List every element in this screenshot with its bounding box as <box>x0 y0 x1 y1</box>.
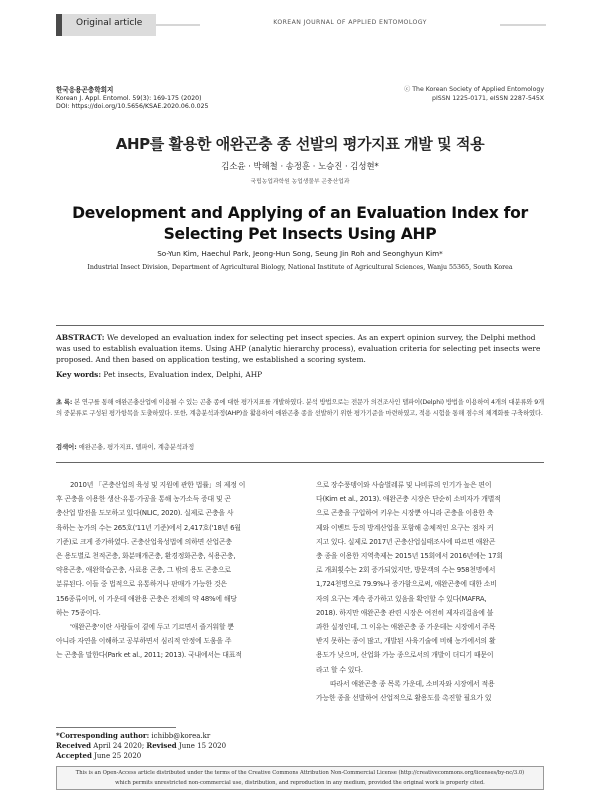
affiliation-korean: 국립농업과학원 농업생물부 곤충산업과 <box>250 179 350 185</box>
keywords-kr-label: 검색어: <box>56 444 77 451</box>
accepted-date: June 25 2020 <box>91 752 142 760</box>
received-label: Received <box>56 741 92 750</box>
doi-link[interactable]: DOI: https://doi.org/10.5656/KSAE.2020.06.0.025 <box>56 103 209 110</box>
body-line: 받지 못하는 종이 많고, 개발된 사육기술에 비해 농가에서의 활 <box>316 637 496 646</box>
keywords-text: Pet insects, Evaluation index, Delphi, AHP <box>101 370 263 379</box>
body-line: 으로 곤충을 구입하여 키우는 시장뿐 아니라 곤충을 이용한 축 <box>316 509 494 518</box>
body-line: 충 종을 이용한 지역축제는 2015년 15회에서 2016년에는 17회 <box>316 552 503 561</box>
body-line: 제와 이벤트 등의 방계산업을 포함해 총체적인 요구는 점차 커 <box>316 523 494 532</box>
body-column-right <box>316 478 544 705</box>
keywords-korean <box>56 442 544 451</box>
keywords-english <box>56 370 544 379</box>
body-line: 자의 요구는 계속 증가하고 있음을 확인할 수 있다(MAFRA, <box>316 594 487 603</box>
abstract-label: ABSTRACT: <box>56 333 105 342</box>
body-line: 가능한 종을 선발하여 산업적으로 활용도를 촉진할 필요가 있 <box>316 694 492 703</box>
journal-name-kr: 한국응용곤충학회지 <box>56 86 114 94</box>
citation-block <box>56 86 208 112</box>
body-line: 약용곤충, 애완학습곤충, 사료용 곤충, 그 밖의 용도 곤충으로 <box>56 566 231 575</box>
accepted-label: Accepted <box>56 751 92 760</box>
corresponding-label: *Corresponding author: <box>56 731 150 740</box>
corresponding-email[interactable]: ichibb@korea.kr <box>149 732 211 740</box>
abstract-kr-label: 초 록: <box>56 399 73 406</box>
abstract-bottom-rule <box>56 462 544 463</box>
body-line: '애완곤충'이란 사람들이 곁에 두고 기르면서 즐거워할 뿐 <box>70 623 234 632</box>
journal-band: KOREAN JOURNAL OF APPLIED ENTOMOLOGY <box>200 19 500 26</box>
license-line: This is an Open-Access article distributed under the terms of the Creative Commons Attribution Non-Commercial License (http://creativecommons.org/licenses/by-nc/3.0) <box>75 770 525 776</box>
abstract-english <box>56 332 544 365</box>
body-line: 로 개최횟수는 2회 증가되었지만, 방문객의 수는 958천명에서 <box>316 566 496 575</box>
revised-date: June 15 2020 <box>176 742 227 750</box>
body-line: 는 곤충을 말한다(Park et al., 2011; 2013). 국내에서는 대표적 <box>56 651 242 660</box>
body-line: 아니라 자연을 이해하고 공부하면서 심리적 안정에 도움을 주 <box>56 637 232 646</box>
citation: Korean J. Appl. Entomol. 59(3): 169-175 (2020) <box>56 94 202 102</box>
abstract-kr-text: 본 연구를 통해 애완곤충산업에 이용될 수 있는 곤충 종에 대한 평가지표를 개발하였다. 분석 방법으로는 전문가 의견조사인 델파이(Delphi) 방법을 이용하여 4개의 대분류와 9개의 중분류로 구성된 평가항목을 도출하였다. 또한, 계층분석과정(AHP)을 활용하여 애완곤충 종을 선발하기 위한 평가기준을 마련하였고, 적용 시험을 통해 점수의 체계화를 구축하였다. <box>56 399 545 418</box>
body-line: 용도가 낮으며, 산업화 가능 종으로서의 개발이 더디기 때문이 <box>316 651 494 660</box>
body-line: 육하는 농가의 수는 265호('11년 기준)에서 2,417호('18년 6월 <box>56 523 241 532</box>
body-line: 으로 장수풍뎅이와 사슴벌레류 및 나비류의 인기가 높은 편이 <box>316 481 492 489</box>
body-line: 과한 실정인데, 그 이유는 애완곤충 종 가운데는 시장에서 주목 <box>316 623 496 632</box>
accepted-line <box>56 751 296 761</box>
abstract-korean <box>56 397 544 419</box>
authors-korean: 김소윤 · 박해철 · 송정훈 · 노승진 · 김성현* <box>221 161 379 171</box>
body-line: 다(Kim et al., 2013). 애완곤충 시장은 단순히 소비자가 개별적 <box>316 495 501 504</box>
license-box <box>56 766 544 790</box>
authors-english: So-Yun Kim, Haechul Park, Jeong-Hun Song, Seung Jin Roh and Seonghyun Kim* <box>157 249 443 258</box>
license-line: which permits unrestricted non-commercial use, distribution, and reproduction in any medium, provided the original work is properly cited. <box>115 780 485 786</box>
title-korean: AHP를 활용한 애완곤충 종 선발의 평가지표 개발 및 적용 <box>115 135 485 153</box>
copyright: ⓒ The Korean Society of Applied Entomology <box>404 86 544 93</box>
body-line: 분류된다. 이들 중 법적으로 유통하거나 판매가 가능한 것은 <box>56 580 227 589</box>
article-type-label: Original article <box>76 18 143 28</box>
body-line: 라고 할 수 있다. <box>316 665 363 674</box>
keywords-kr-text: 애완곤충, 평가지표, 델파이, 계층분석과정 <box>76 444 195 451</box>
article-type-marker <box>56 14 62 36</box>
body-line: 충산업 발전을 도모하고 있다(NLIC, 2020). 실제로 곤충을 사 <box>56 509 234 518</box>
footnote <box>56 731 296 761</box>
body-line: 은 용도별로 천적곤충, 화분매개곤충, 환경정화곤충, 식용곤충, <box>56 552 236 561</box>
body-line: 후 곤충을 이용한 생산·유통·가공을 통해 농가소득 증대 및 곤 <box>56 495 231 504</box>
body-line: 하는 75종이다. <box>56 608 101 617</box>
header-bar <box>0 0 600 44</box>
keywords-label: Key words: <box>56 370 102 379</box>
body-line: 156종류이며, 이 가운데 애완용 곤충은 전체의 약 48%에 해당 <box>56 594 237 603</box>
abstract-text: We developed an evaluation index for selecting pet insect species. As an expert opinion survey, the Delphi method was used to establish evaluation items. Using AHP (analytic hierarchy process), evaluation criteria for selecting pet insects were proposed. And then based on application testing, we established a scoring system. <box>56 333 541 364</box>
corresponding-author <box>56 731 296 741</box>
abstract-top-rule <box>56 325 544 326</box>
body-line: 2010년 「곤충산업의 육성 및 지원에 관한 법률」의 제정 이 <box>70 481 246 489</box>
footnote-rule <box>56 727 176 728</box>
issn: pISSN 1225-0171, eISSN 2287-545X <box>432 94 544 102</box>
dates-line <box>56 741 296 751</box>
body-line: 1,724천명으로 79.9%나 증가함으로써, 애완곤충에 대한 소비 <box>316 580 497 589</box>
body-line: 따라서 애완곤충 종 목록 가운데, 소비자와 시장에서 적용 <box>330 679 495 688</box>
received-date: April 24 2020; <box>91 742 147 750</box>
body-line: 기준)로 크게 증가하였다. 곤충산업육성법에 의하면 산업곤충 <box>56 537 232 546</box>
body-column-left <box>56 478 284 663</box>
revised-label: Revised <box>146 741 177 750</box>
affiliation-english: Industrial Insect Division, Department of Agricultural Biology, National Institute of Agricultural Sciences, Wanju 55365, South Korea <box>87 264 513 271</box>
body-line: 지고 있다. 실제로 2017년 곤충산업실태조사에 따르면 애완곤 <box>316 537 496 546</box>
body-line: 2018). 하지만 애완곤충 관련 시장은 여전히 제자리걸음에 불 <box>316 608 494 617</box>
copyright-block <box>404 86 544 103</box>
title-english: Development and Applying of an Evaluation Index for Selecting Pet Insects Using AHP <box>72 204 528 243</box>
